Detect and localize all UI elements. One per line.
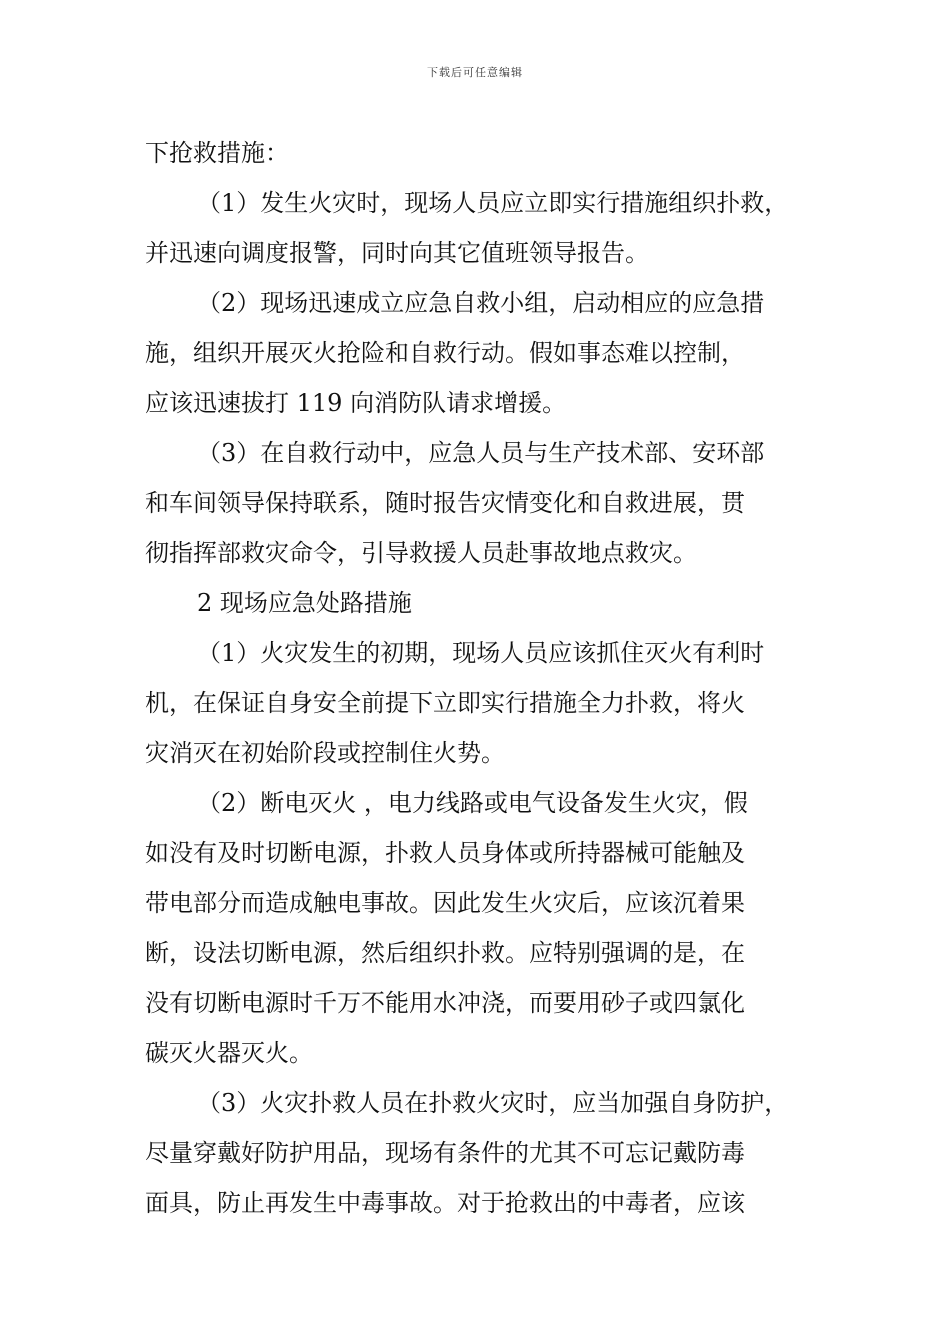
text-line: 应该迅速拔打 119 向消防队请求增援。 bbox=[145, 389, 567, 417]
text-line: 断，设法切断电源，然后组织扑救。应特别强调的是，在 bbox=[145, 939, 745, 967]
text-line: （1）火灾发生的初期，现场人员应该抓住灭火有利时 bbox=[197, 639, 765, 667]
text-line: 施，组织开展灭火抢险和自救行动。假如事态难以控制， bbox=[145, 339, 745, 367]
text-line: 没有切断电源时千万不能用水冲浇，而要用砂子或四氯化 bbox=[145, 989, 745, 1017]
text-line: 尽量穿戴好防护用品，现场有条件的尤其不可忘记戴防毒 bbox=[145, 1139, 745, 1167]
document-body bbox=[145, 128, 815, 1228]
text-line: 面具，防止再发生中毒事故。对于抢救出的中毒者，应该 bbox=[145, 1189, 745, 1217]
text-line: 机，在保证自身安全前提下立即实行措施全力扑救，将火 bbox=[145, 689, 745, 717]
text-line: 下抢救措施： bbox=[145, 139, 289, 167]
page-header: 下载后可任意编辑 bbox=[427, 66, 523, 79]
text-line: （3）在自救行动中，应急人员与生产技术部、安环部 bbox=[197, 439, 765, 467]
text-line: 碳灭火器灭火。 bbox=[145, 1039, 313, 1067]
text-line: 并迅速向调度报警，同时向其它值班领导报告。 bbox=[145, 239, 649, 267]
text-line: （2）断电灭火 ，电力线路或电气设备发生火灾，假 bbox=[197, 789, 748, 817]
text-line: 和车间领导保持联系，随时报告灾情变化和自救进展，贯 bbox=[145, 489, 745, 517]
text-line: 如没有及时切断电源，扑救人员身体或所持器械可能触及 bbox=[145, 839, 745, 867]
text-line: 灾消灭在初始阶段或控制住火势。 bbox=[145, 739, 505, 767]
text-line: （1）发生火灾时，现场人员应立即实行措施组织扑救， bbox=[197, 189, 789, 217]
text-line: 彻指挥部救灾命令，引导救援人员赴事故地点救灾。 bbox=[145, 539, 697, 567]
text-line: （3）火灾扑救人员在扑救火灾时，应当加强自身防护， bbox=[197, 1089, 789, 1117]
text-line: （2）现场迅速成立应急自救小组，启动相应的应急措 bbox=[197, 289, 765, 317]
section-heading: 2 现场应急处路措施 bbox=[197, 589, 412, 617]
text-line: 带电部分而造成触电事故。因此发生火灾后，应该沉着果 bbox=[145, 889, 745, 917]
